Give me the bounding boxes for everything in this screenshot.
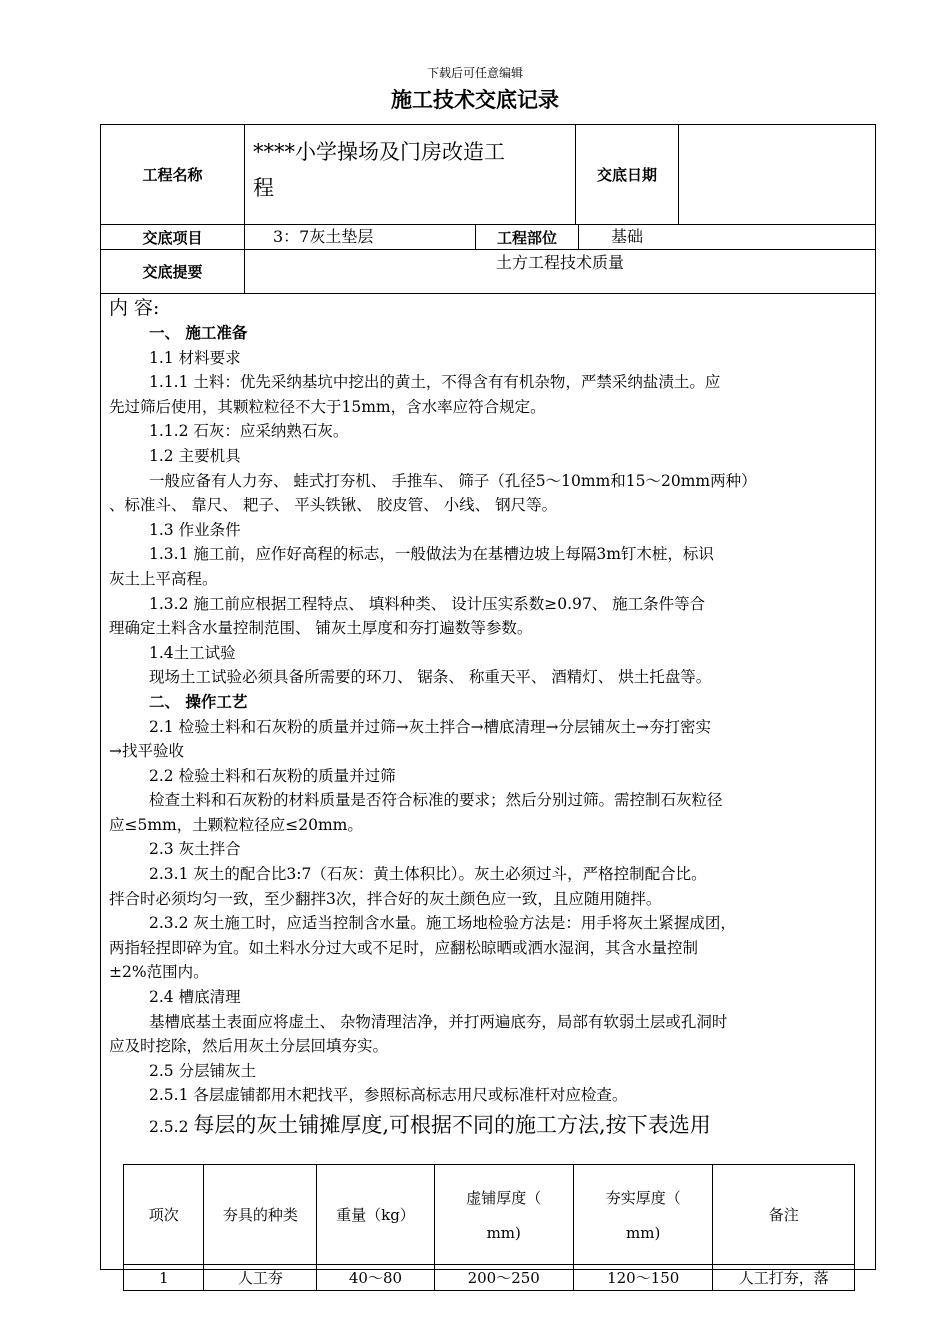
content-line: 2.4 槽底清理	[149, 988, 241, 1007]
table-body	[124, 1265, 855, 1291]
content-lines	[109, 321, 867, 1108]
header-text: 重量（kg）	[336, 1206, 415, 1224]
content-line: 、标准斗、 靠尺、 耙子、 平头铁锹、 胶皮管、 小线、 钢尺等。	[109, 496, 558, 515]
header-text: 备注	[768, 1206, 799, 1224]
header-unit: mm)	[486, 1224, 521, 1242]
content-line: 2.3.2 灰土施工时，应适当控制含水量。施工场地检验方法是：用手将灰土紧握成团，	[149, 914, 736, 933]
project-name-label: 工程名称	[101, 125, 245, 225]
content-line: 检查土料和石灰粉的材料质量是否符合标准的要求；然后分别过筛。需控制石灰粒径	[149, 791, 723, 810]
table-cell: 1	[124, 1265, 204, 1291]
table-intro-text: 每层的灰土铺摊厚度,可根据不同的施工方法,按下表选用	[193, 1113, 711, 1137]
summary-label: 交底提要	[101, 250, 245, 294]
content-line: 应≤5mm，土颗粒粒径应≤20mm。	[109, 815, 363, 834]
project-name-value	[245, 125, 576, 225]
content-line: 1.3.2 施工前应根据工程特点、 填料种类、 设计压实系数≥0.97、 施工条件等合	[149, 594, 706, 613]
table-intro-line	[109, 1108, 867, 1144]
summary-value: 土方工程技术质量	[245, 250, 875, 294]
project-name-line1: ****小学操场及门房改造工	[253, 140, 505, 164]
table-cell: 人工夯	[204, 1265, 317, 1291]
part-label: 工程部位	[476, 225, 579, 250]
download-note: 下载后可任意编辑	[426, 66, 523, 80]
content-line: 二、 操作工艺	[149, 692, 248, 711]
part-value: 基础	[579, 225, 875, 250]
content-line: 2.2 检验土料和石灰粉的质量并过筛	[149, 766, 396, 785]
record-form	[100, 124, 876, 1287]
table-header-cell	[124, 1165, 204, 1265]
table-row	[124, 1265, 855, 1291]
content-line: 一般应备有人力夯、 蛙式打夯机、 手推车、 筛子（孔径5～10mm和15～20mm两种）	[149, 471, 757, 490]
table-header-row	[124, 1165, 855, 1265]
content-line: 1.4土工试验	[149, 643, 236, 662]
content-line: ±2%范围内。	[109, 963, 209, 982]
thickness-table	[123, 1164, 855, 1291]
date-label: 交底日期	[576, 125, 679, 225]
page-title: 施工技术交底记录	[391, 88, 559, 112]
header-text: 夯具的种类	[222, 1206, 298, 1224]
date-value	[679, 125, 875, 225]
content-line: 先过筛后使用，其颗粒粒径不大于15mm，含水率应符合规定。	[109, 397, 546, 416]
content-line: 应及时挖除，然后用灰土分层回填夯实。	[109, 1037, 389, 1056]
content-line: 1.1.2 石灰：应采纳熟石灰。	[149, 422, 349, 441]
content-line: 2.3 灰土拌合	[149, 840, 241, 859]
header-text: 虚铺厚度（	[466, 1189, 542, 1207]
table-cell: 40～80	[317, 1265, 434, 1291]
content-line: 灰土上平高程。	[109, 569, 218, 588]
content-heading: 内 容:	[109, 297, 160, 319]
content-body	[101, 295, 875, 1144]
table-cell: 120～150	[573, 1265, 712, 1291]
table-header-cell	[573, 1165, 712, 1265]
table-header-cell	[434, 1165, 573, 1265]
content-line: 现场土工试验必须具备所需要的环刀、 锯条、 称重天平、 酒精灯、 烘土托盘等。	[149, 668, 712, 687]
content-line: 一、 施工准备	[149, 324, 248, 342]
table-cell: 200～250	[434, 1265, 573, 1291]
header-text: 项次	[148, 1206, 179, 1224]
content-line: 1.3 作业条件	[149, 520, 241, 539]
content-line: 2.3.1 灰土的配合比3:7（石灰：黄土体积比）。灰土必须过斗，严格控制配合比。	[149, 865, 707, 884]
table-header-cell	[204, 1165, 317, 1265]
content-line: 理确定土料含水量控制范围、 铺灰土厚度和夯打遍数等参数。	[109, 619, 533, 638]
content-line: 2.5.1 各层虚铺都用木耙找平，参照标高标志用尺或标准杆对应检查。	[149, 1086, 628, 1105]
content-line: 1.2 主要机具	[149, 446, 241, 465]
table-cell: 人工打夯，落	[713, 1265, 855, 1291]
header-text: 夯实厚度（	[605, 1189, 681, 1207]
content-line: 1.3.1 施工前，应作好高程的标志，一般做法为在基槽边坡上每隔3m钉木桩，标识	[149, 545, 714, 564]
project-name-line2: 程	[253, 176, 274, 200]
header-unit: mm)	[626, 1224, 661, 1242]
content-line: 拌合时必须均匀一致，至少翻拌3次，拌合好的灰土颜色应一致，且应随用随拌。	[109, 889, 662, 908]
content-line: 基槽底基土表面应将虚土、 杂物清理洁净，并打两遍底夯，局部有软弱土层或孔洞时	[149, 1012, 728, 1031]
item-value: 3：7灰土垫层	[245, 225, 476, 250]
content-line: →找平验收	[109, 742, 184, 761]
content-line: 1.1 材料要求	[149, 348, 241, 367]
item-label: 交底项目	[101, 225, 245, 250]
content-line: 2.5 分层铺灰土	[149, 1061, 257, 1080]
table-intro-prefix: 2.5.2	[149, 1118, 194, 1136]
table-header-cell	[713, 1165, 855, 1265]
content-line: 1.1.1 土料：优先采纳基坑中挖出的黄土，不得含有有机杂物，严禁采纳盐渍土。应	[149, 373, 721, 392]
content-line: 两指轻捏即碎为宜。如土料水分过大或不足时，应翻松晾晒或洒水湿润，其含水量控制	[109, 938, 699, 957]
table-header-cell	[317, 1165, 434, 1265]
content-line: 2.1 检验土料和石灰粉的质量并过筛→灰土拌合→槽底清理→分层铺灰土→夯打密实	[149, 717, 712, 736]
